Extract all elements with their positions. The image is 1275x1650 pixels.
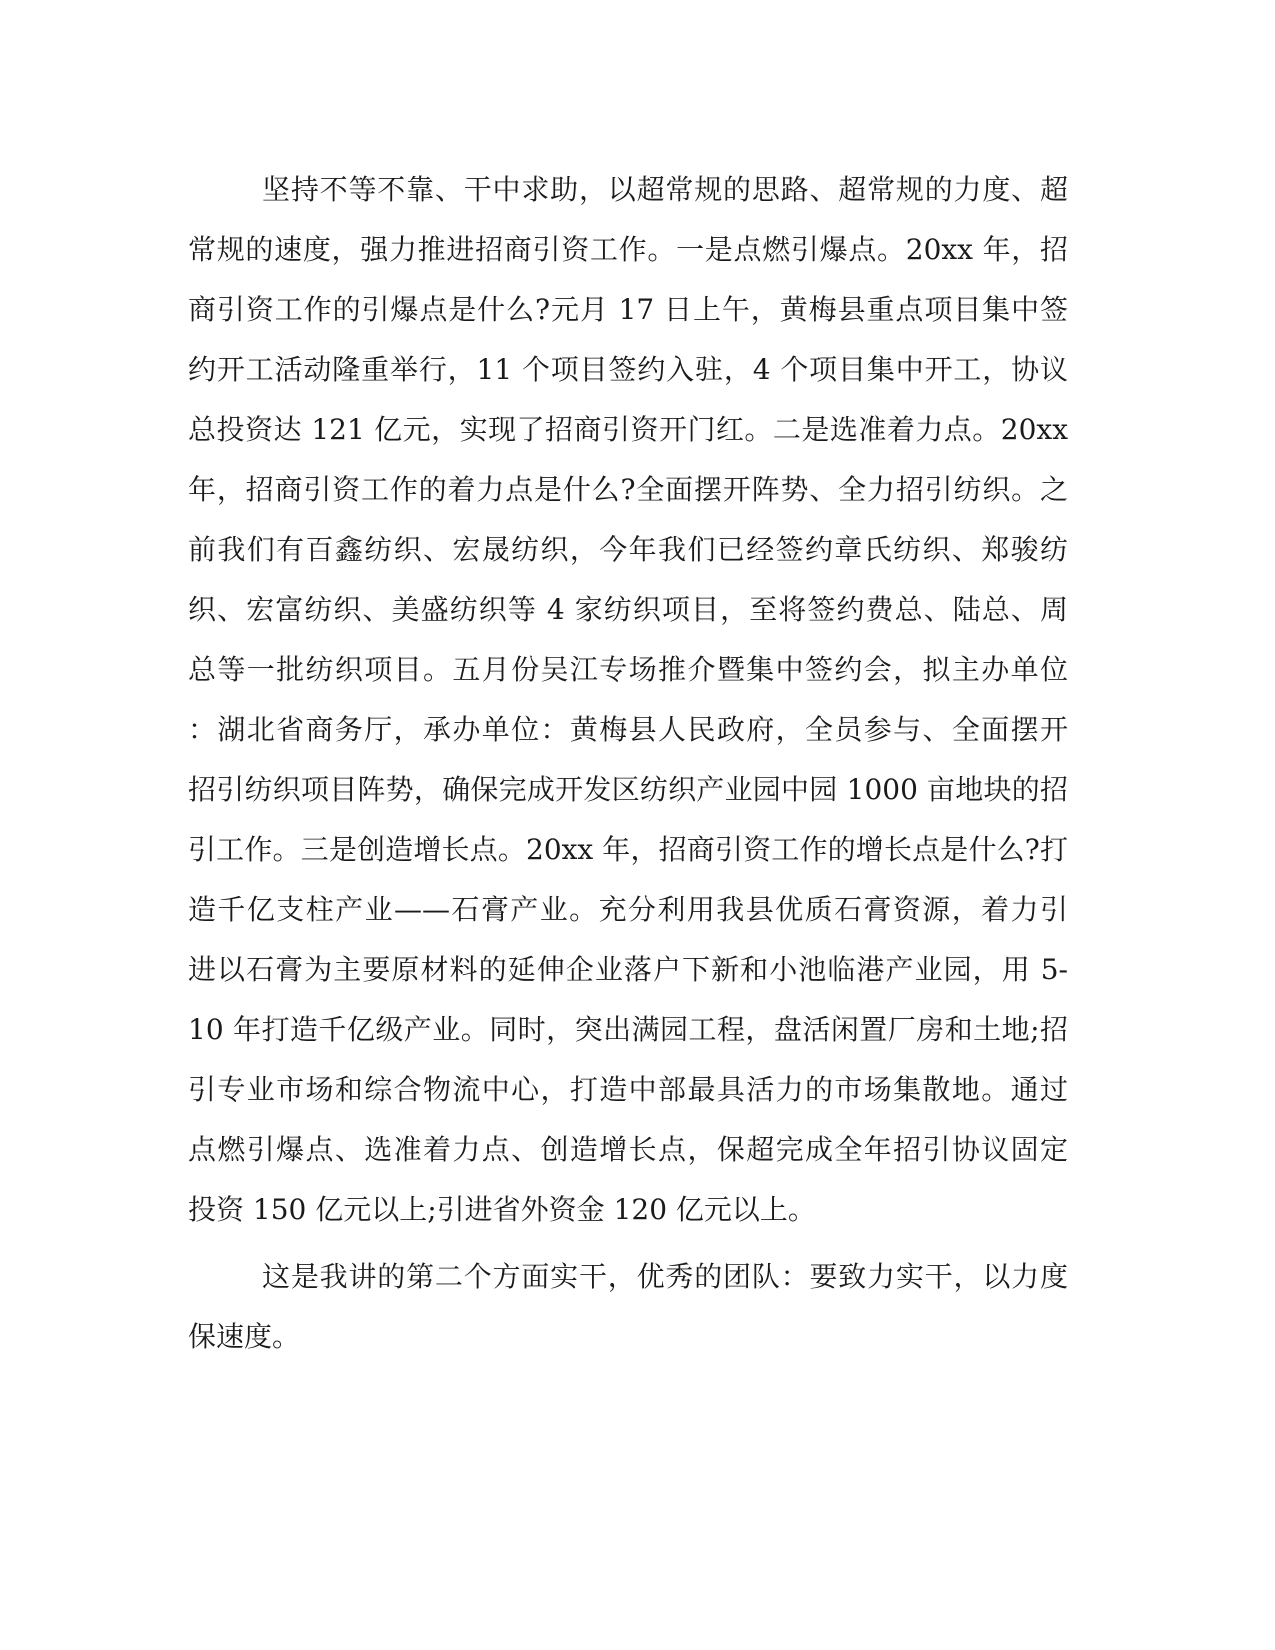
text-line: 保速度。 [188,1320,301,1353]
text-line: 常规的速度，强力推进招商引资工作。一是点燃引爆点。20xx 年，招 [188,233,1068,266]
text-line: 总等一批纺织项目。五月份吴江专场推介暨集中签约会，拟主办单位 [188,653,1068,686]
paragraph-second-aspect [188,1247,1068,1367]
text-line: 约开工活动隆重举行，11 个项目签约入驻，4 个项目集中开工，协议 [188,353,1068,386]
text-line: 投资 150 亿元以上;引进省外资金 120 亿元以上。 [188,1193,816,1226]
text-line: 前我们有百鑫纺织、宏晟纺织，今年我们已经签约章氏纺织、郑骏纺 [188,533,1068,566]
text-line: 造千亿支柱产业——石膏产业。充分利用我县优质石膏资源，着力引 [188,893,1068,926]
text-line: 坚持不等不靠、干中求助，以超常规的思路、超常规的力度、超 [262,173,1068,206]
text-line: 10 年打造千亿级产业。同时，突出满园工程，盘活闲置厂房和土地;招 [188,1013,1068,1046]
text-line: 引专业市场和综合物流中心，打造中部最具活力的市场集散地。通过 [188,1073,1068,1106]
text-line: 引工作。三是创造增长点。20xx 年，招商引资工作的增长点是什么?打 [188,833,1068,866]
text-line: 商引资工作的引爆点是什么?元月 17 日上午，黄梅县重点项目集中签 [188,293,1068,326]
text-line: 进以石膏为主要原材料的延伸企业落户下新和小池临港产业园，用 5- [188,953,1068,986]
text-line: 年，招商引资工作的着力点是什么?全面摆开阵势、全力招引纺织。之 [188,473,1068,506]
text-line: 织、宏富纺织、美盛纺织等 4 家纺织项目，至将签约费总、陆总、周 [188,593,1068,626]
text-line: 点燃引爆点、选准着力点、创造增长点，保超完成全年招引协议固定 [188,1133,1068,1166]
text-line: 这是我讲的第二个方面实干，优秀的团队：要致力实干，以力度 [262,1260,1068,1293]
paragraph-investment-work [188,160,1068,1240]
text-line: 总投资达 121 亿元，实现了招商引资开门红。二是选准着力点。20xx [188,413,1068,446]
text-line: 招引纺织项目阵势，确保完成开发区纺织产业园中园 1000 亩地块的招 [188,773,1068,806]
text-line: ：湖北省商务厅，承办单位：黄梅县人民政府，全员参与、全面摆开 [188,713,1068,746]
